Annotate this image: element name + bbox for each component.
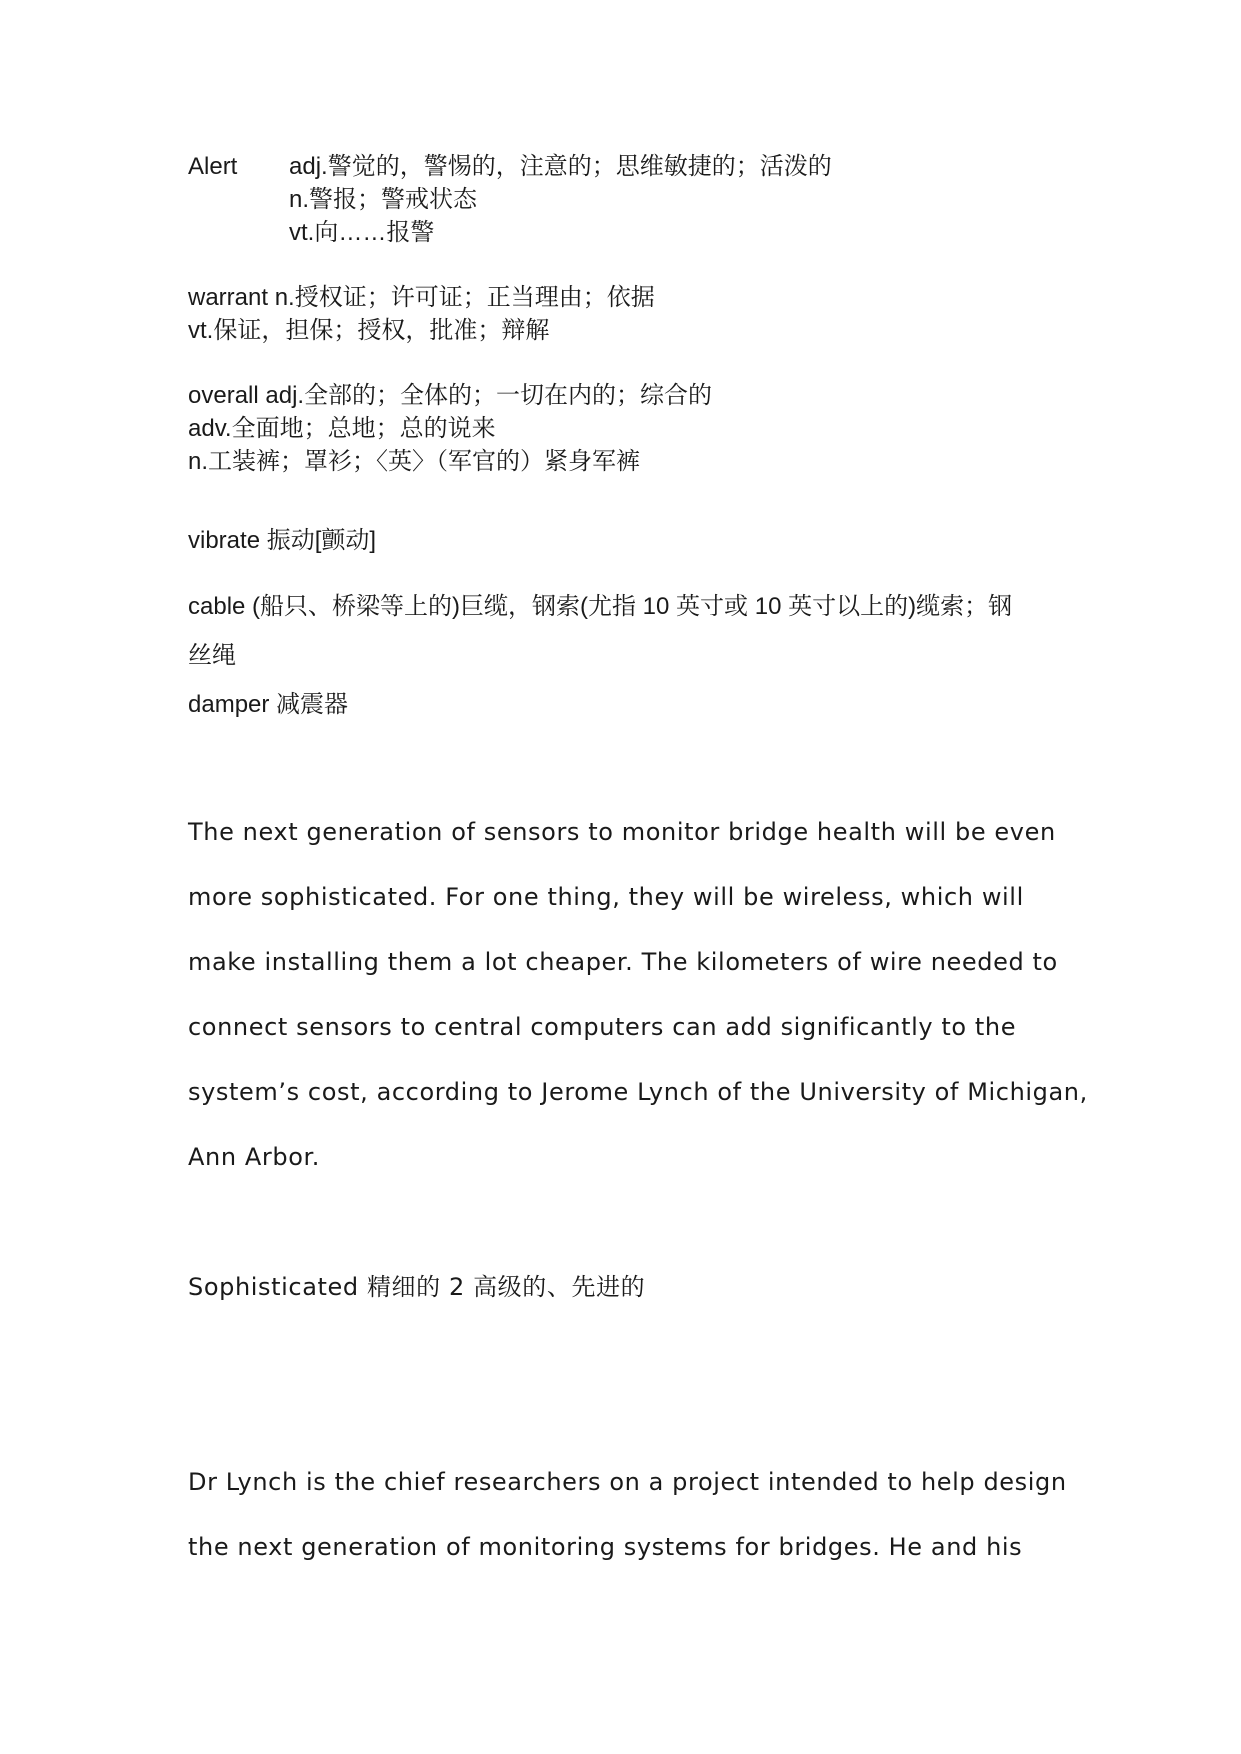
entry-damper: damper 减震器 — [188, 691, 349, 718]
definition-line: vibrate 振动[颤动] — [188, 527, 377, 554]
entry-vibrate — [188, 524, 376, 557]
definition-line: vt.向……报警 — [289, 219, 435, 246]
paragraph-line: the next generation of monitoring systems for bridges. He and his — [188, 1533, 1023, 1561]
definition-line: n.工装裤；罩衫；〈英〉（军官的）紧身军裤 — [188, 448, 641, 475]
definition-line: warrant n.授权证；许可证；正当理由；依据 — [188, 284, 655, 311]
entry-cable — [188, 582, 1012, 729]
term-alert: Alert — [188, 153, 238, 180]
paragraph-line: system’s cost, according to Jerome Lynch of the University of Michigan, — [188, 1078, 1088, 1106]
definition-line: adv.全面地；总地；总的说来 — [188, 415, 496, 442]
paragraph-line: connect sensors to central computers can add significantly to the — [188, 1013, 1017, 1041]
paragraph-line: make installing them a lot cheaper. The kilometers of wire needed to — [188, 948, 1058, 976]
entry-warrant — [188, 281, 655, 347]
paragraph-line: The next generation of sensors to monitor bridge health will be even — [188, 818, 1056, 846]
definition-line: cable (船只、桥梁等上的)巨缆，钢索(尤指 10 英寸或 10 英寸以上的)缆索；钢 — [188, 593, 1013, 620]
definition-line: 丝绳 — [188, 642, 236, 669]
definition-line: vt.保证，担保；授权，批准；辩解 — [188, 317, 550, 344]
note-sophisticated — [188, 1255, 645, 1320]
definition-line: overall adj.全部的；全体的；一切在内的；综合的 — [188, 382, 713, 409]
paragraph-line: more sophisticated. For one thing, they will be wireless, which will — [188, 883, 1024, 911]
entry-overall — [188, 379, 712, 478]
entry-alert — [188, 150, 832, 249]
definition-line: n.警报；警戒状态 — [289, 186, 478, 213]
paragraph-sensors — [188, 800, 1088, 1190]
note-line: Sophisticated 精细的 2 高级的、先进的 — [188, 1273, 646, 1301]
paragraph-line: Dr Lynch is the chief researchers on a project intended to help design — [188, 1468, 1067, 1496]
definition-line: adj.警觉的，警惕的，注意的；思维敏捷的；活泼的 — [289, 153, 832, 180]
paragraph-dr-lynch — [188, 1450, 1067, 1580]
paragraph-line: Ann Arbor. — [188, 1143, 320, 1171]
